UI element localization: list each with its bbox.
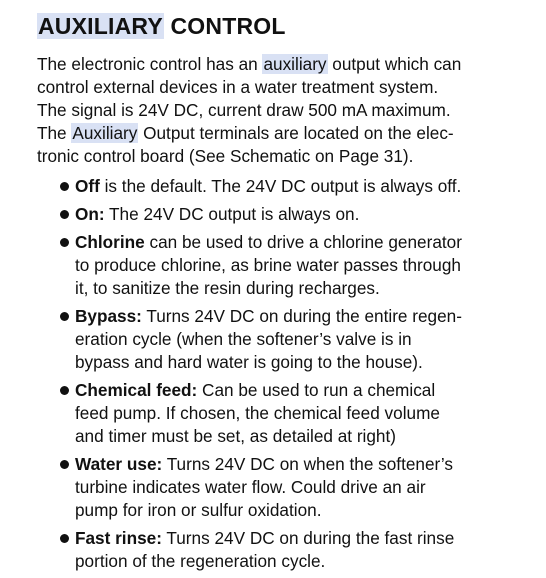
option-term: Off bbox=[75, 176, 100, 196]
intro-line-5: tronic control board (See Schematic on Page 31). bbox=[37, 146, 414, 166]
bullet-icon bbox=[60, 182, 69, 191]
list-item-bypass bbox=[60, 305, 540, 374]
option-text: turbine indicates water flow. Could drive an air bbox=[75, 477, 426, 497]
option-text: The 24V DC output is always on. bbox=[104, 204, 360, 224]
bullet-icon bbox=[60, 210, 69, 219]
intro-paragraph bbox=[37, 53, 537, 168]
bullet-icon bbox=[60, 386, 69, 395]
bullet-line bbox=[75, 379, 540, 402]
bullet-line bbox=[75, 203, 540, 226]
intro-text: Output terminals are located on the elec- bbox=[138, 123, 454, 143]
intro-text: The electronic control has an bbox=[37, 54, 263, 74]
bullet-line bbox=[75, 453, 540, 476]
option-text: can be used to drive a chlorine generator bbox=[144, 232, 462, 252]
list-item-chemical-feed bbox=[60, 379, 540, 448]
option-text: feed pump. If chosen, the chemical feed volume bbox=[75, 403, 440, 423]
bullet-icon bbox=[60, 238, 69, 247]
bullet-line bbox=[75, 305, 540, 328]
bullet-icon bbox=[60, 534, 69, 543]
option-term: On: bbox=[75, 204, 105, 224]
list-item-fast-rinse bbox=[60, 527, 540, 573]
intro-text: The bbox=[37, 123, 72, 143]
bullet-line bbox=[75, 231, 540, 254]
bullet-icon bbox=[60, 312, 69, 321]
option-term: Chemical feed: bbox=[75, 380, 198, 400]
option-list bbox=[60, 175, 540, 578]
section-title bbox=[37, 11, 286, 41]
title-rest: CONTROL bbox=[163, 13, 286, 39]
option-text: is the default. The 24V DC output is always off. bbox=[99, 176, 462, 196]
option-text: Turns 24V DC on during the entire regen- bbox=[141, 306, 462, 326]
option-text: and timer must be set, as detailed at right) bbox=[75, 426, 396, 446]
option-text: Turns 24V DC on when the softener’s bbox=[162, 454, 453, 474]
intro-line-2: control external devices in a water treatment system. bbox=[37, 77, 439, 97]
list-item-off bbox=[60, 175, 540, 198]
option-term: Chlorine bbox=[75, 232, 145, 252]
option-term: Water use: bbox=[75, 454, 163, 474]
option-text: it, to sanitize the resin during recharges. bbox=[75, 278, 380, 298]
bullet-line bbox=[75, 527, 540, 550]
title-highlighted-word: AUXILIARY bbox=[38, 13, 163, 39]
option-text: bypass and hard water is going to the house). bbox=[75, 352, 423, 372]
option-text: Turns 24V DC on during the fast rinse bbox=[161, 528, 455, 548]
option-text: Can be used to run a chemical bbox=[197, 380, 436, 400]
intro-line-4 bbox=[37, 122, 537, 145]
intro-line-3: The signal is 24V DC, current draw 500 mA maximum. bbox=[37, 100, 451, 120]
intro-line-1 bbox=[37, 53, 537, 76]
option-text: eration cycle (when the softener’s valve is in bbox=[75, 329, 412, 349]
option-text: pump for iron or sulfur oxidation. bbox=[75, 500, 322, 520]
list-item-chlorine bbox=[60, 231, 540, 300]
option-text: to produce chlorine, as brine water passes through bbox=[75, 255, 461, 275]
list-item-water-use bbox=[60, 453, 540, 522]
bullet-line bbox=[75, 175, 540, 198]
list-item-on bbox=[60, 203, 540, 226]
intro-text: output which can bbox=[327, 54, 462, 74]
option-term: Fast rinse: bbox=[75, 528, 162, 548]
highlighted-word: auxiliary bbox=[263, 54, 327, 74]
bullet-icon bbox=[60, 460, 69, 469]
highlighted-word: Auxiliary bbox=[72, 123, 138, 143]
option-term: Bypass: bbox=[75, 306, 142, 326]
option-text: portion of the regeneration cycle. bbox=[75, 551, 326, 571]
